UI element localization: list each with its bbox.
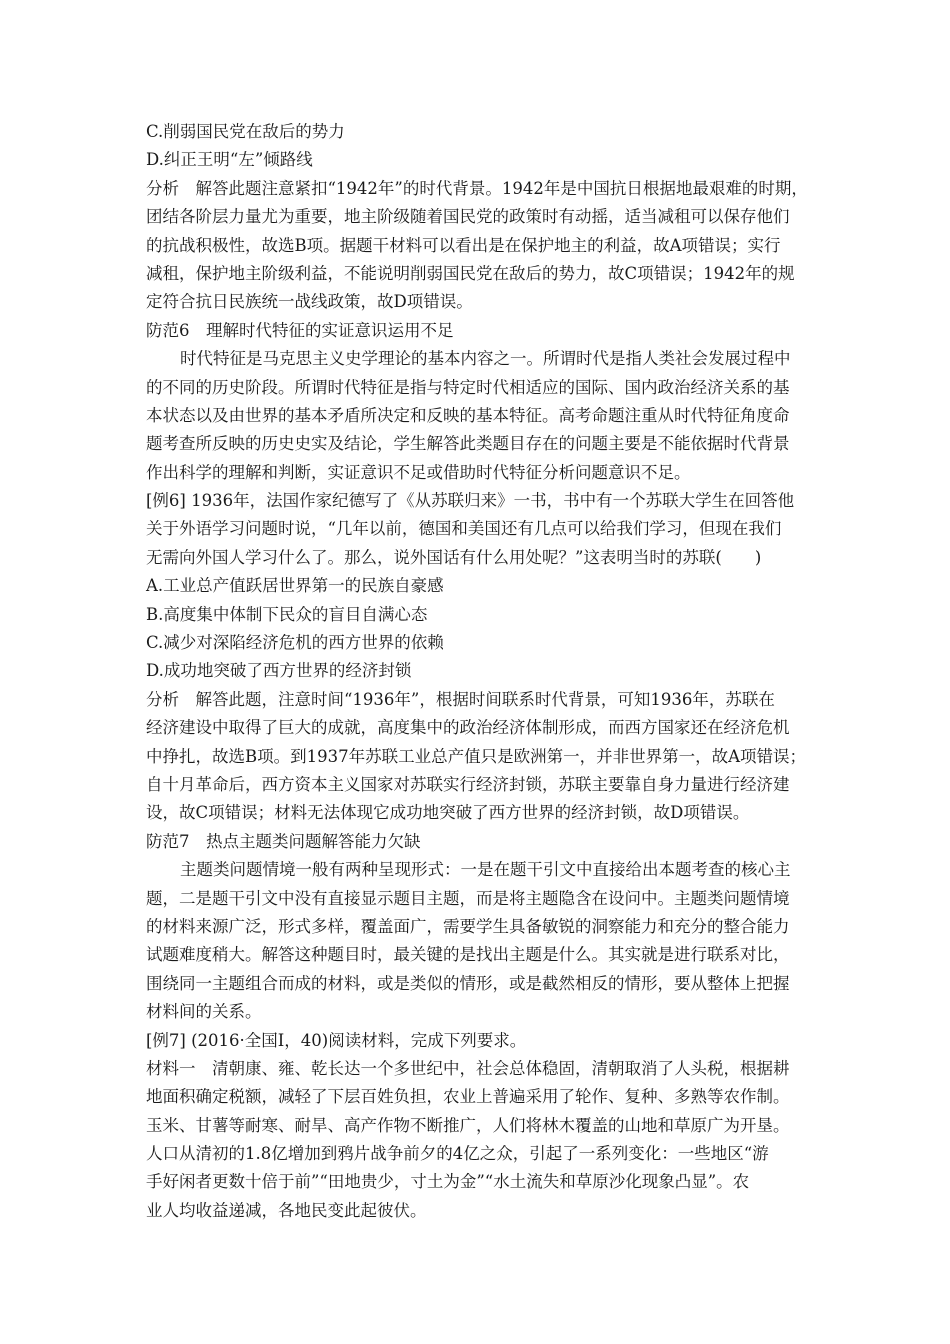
- text-line: 防范6 理解时代特征的实证意识运用不足: [146, 320, 454, 340]
- text-line: 材料一 清朝康、雍、乾长达一个多世纪中，社会总体稳固，清朝取消了人头税，根据耕: [146, 1058, 790, 1078]
- text-line: 人口从清初的1.8亿增加到鸦片战争前夕的4亿之众，引起了一系列变化：一些地区“游: [146, 1144, 769, 1164]
- text-line: 设，故C项错误；材料无法体现它成功地突破了西方世界的经济封锁，故D项错误。: [146, 803, 750, 823]
- text-line: 防范7 热点主题类问题解答能力欠缺: [146, 831, 421, 851]
- text-line: D.纠正王明“左”倾路线: [146, 150, 313, 170]
- text-line: C.减少对深陷经济危机的西方世界的依赖: [146, 633, 444, 653]
- text-line: 材料间的关系。: [146, 1002, 262, 1022]
- text-line: [例7] (2016·全国Ⅰ，40)阅读材料，完成下列要求。: [146, 1030, 527, 1050]
- text-line: 主题类问题情境一般有两种呈现形式：一是在题干引文中直接给出本题考查的核心主: [180, 860, 791, 880]
- text-line: 的不同的历史阶段。所谓时代特征是指与特定时代相适应的国际、国内政治经济关系的基: [146, 377, 790, 397]
- text-line: 自十月革命后，西方资本主义国家对苏联实行经济封锁，苏联主要靠自身力量进行经济建: [146, 774, 790, 794]
- text-line: 分析 解答此题，注意时间“1936年”，根据时间联系时代背景，可知1936年，苏联在: [146, 689, 775, 709]
- text-line: 试题难度稍大。解答这种题目时，最关键的是找出主题是什么。其实就是进行联系对比，: [146, 945, 790, 965]
- text-line: 团结各阶层力量尤为重要，地主阶级随着国民党的政策时有动摇，适当减租可以保存他们: [146, 207, 790, 227]
- text-line: 地面积确定税额，减轻了下层百姓负担，农业上普遍采用了轮作、复种、多熟等农作制。: [146, 1087, 790, 1107]
- text-line: 减租，保护地主阶级利益，不能说明削弱国民党在敌后的势力，故C项错误；1942年的规: [146, 263, 795, 283]
- text-line: 无需向外国人学习什么了。那么，说外国话有什么用处呢？”这表明当时的苏联( ): [146, 547, 762, 567]
- text-line: 业人均收益递减，各地民变此起彼伏。: [146, 1200, 427, 1220]
- text-line: 的材料来源广泛，形式多样，覆盖面广，需要学生具备敏锐的洞察能力和充分的整合能力: [146, 916, 790, 936]
- text-line: 分析 解答此题注意紧扣“1942年”的时代背景。1942年是中国抗日根据地最艰难的时期，: [146, 178, 808, 198]
- text-line: 经济建设中取得了巨大的成就，高度集中的政治经济体制形成，而西方国家还在经济危机: [146, 718, 790, 738]
- text-line: C.削弱国民党在敌后的势力: [146, 122, 345, 141]
- text-line: B.高度集中体制下民众的盲目自满心态: [146, 604, 428, 624]
- text-line: D.成功地突破了西方世界的经济封锁: [146, 661, 412, 681]
- text-line: A.工业总产值跃居世界第一的民族自豪感: [146, 576, 444, 596]
- text-line: 题，二是题干引文中没有直接显示题目主题，而是将主题隐含在设问中。主题类问题情境: [146, 888, 790, 908]
- text-line: 手好闲者更数十倍于前”“田地贵少，寸土为金”“水土流失和草原沙化现象凸显”。农: [146, 1172, 750, 1192]
- text-line: 题考查所反映的历史史实及结论，学生解答此类题目存在的问题主要是不能依据时代背景: [146, 434, 790, 454]
- text-line: 围绕同一主题组合而成的材料，或是类似的情形，或是截然相反的情形，要从整体上把握: [146, 973, 790, 993]
- text-line: 时代特征是马克思主义史学理论的基本内容之一。所谓时代是指人类社会发展过程中: [180, 349, 791, 369]
- text-line: [例6] 1936年，法国作家纪德写了《从苏联归来》一书，书中有一个苏联大学生在回答他: [146, 491, 795, 511]
- text-line: 中挣扎，故选B项。到1937年苏联工业总产值只是欧洲第一，并非世界第一，故A项错误；: [146, 746, 807, 766]
- text-line: 作出科学的理解和判断，实证意识不足或借助时代特征分析问题意识不足。: [146, 462, 691, 482]
- document-body: [146, 118, 816, 1225]
- text-line: 定符合抗日民族统一战线政策，故D项错误。: [146, 292, 473, 312]
- text-line: 的抗战积极性，故选B项。据题干材料可以看出是在保护地主的利益，故A项错误；实行: [146, 235, 781, 255]
- text-line: 关于外语学习问题时说，“几年以前，德国和美国还有几点可以给我们学习，但现在我们: [146, 519, 782, 539]
- text-line: 本状态以及由世界的基本矛盾所决定和反映的基本特征。高考命题注重从时代特征角度命: [146, 405, 790, 425]
- text-line: 玉米、甘薯等耐寒、耐旱、高产作物不断推广，人们将林木覆盖的山地和草原广为开垦。: [146, 1115, 790, 1135]
